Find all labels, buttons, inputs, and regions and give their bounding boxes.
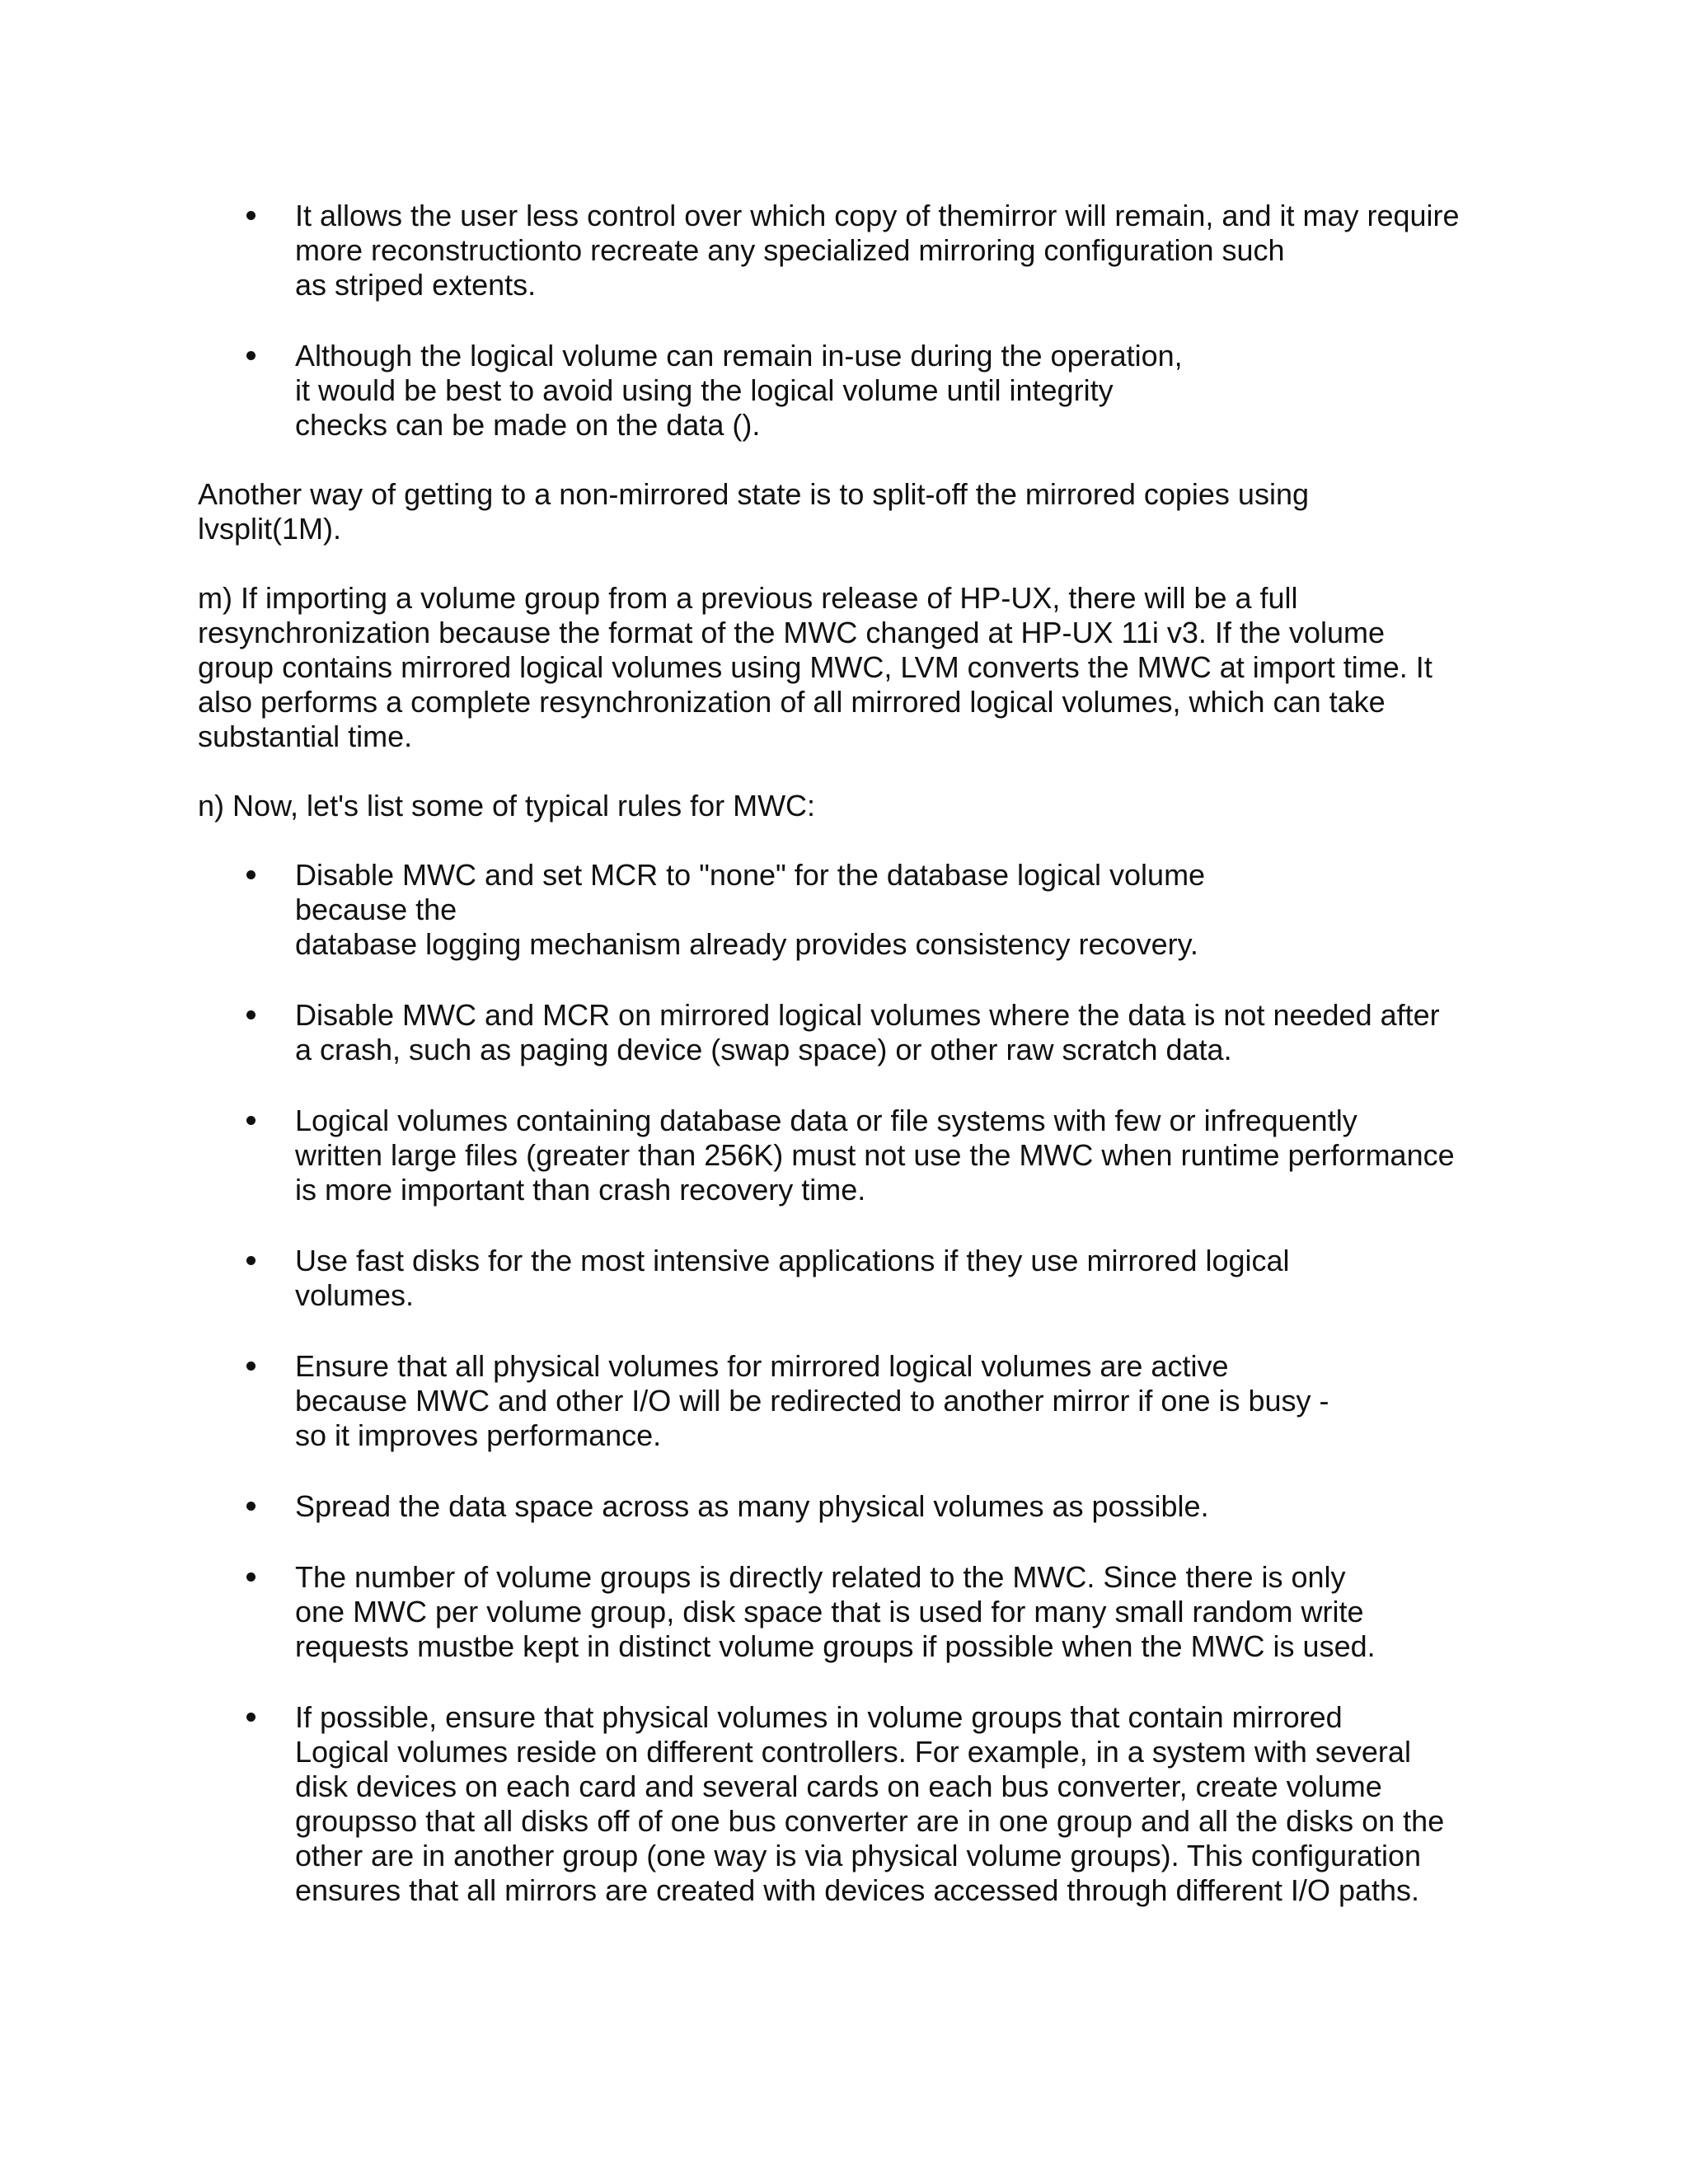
bullet-item: [198, 1349, 1492, 1453]
text-line: volumes.: [295, 1278, 415, 1312]
bullet-item: [198, 1560, 1492, 1664]
bullet-dot-icon: [246, 1010, 256, 1019]
text-line: The number of volume groups is directly related to the MWC. Since there is only: [295, 1560, 1346, 1594]
text-line: It allows the user less control over which copy of themirror will remain, and it may require: [295, 199, 1460, 232]
text-line: also performs a complete resynchronization of all mirrored logical volumes, which can take: [198, 685, 1386, 719]
text-line: disk devices on each card and several cards on each bus converter, create volume: [295, 1769, 1382, 1803]
bullet-item: [198, 339, 1492, 443]
text-line: Another way of getting to a non-mirrored state is to split-off the mirrored copies using: [198, 477, 1309, 511]
text-line: written large files (greater than 256K) must not use the MWC when runtime performance: [295, 1138, 1455, 1172]
text-line: Although the logical volume can remain in-use during the operation,: [295, 339, 1183, 373]
text-line: m) If importing a volume group from a previous release of HP-UX, there will be a full: [198, 581, 1298, 615]
bullet-dot-icon: [246, 211, 256, 220]
text-line: more reconstructionto recreate any specialized mirroring configuration such: [295, 233, 1285, 267]
bullet-item: [198, 1700, 1492, 1908]
bullet-item: [198, 858, 1492, 962]
text-line: database logging mechanism already provides consistency recovery.: [295, 927, 1198, 961]
bullet-item: [198, 1244, 1492, 1313]
text-line: resynchronization because the format of the MWC changed at HP-UX 11i v3. If the volume: [198, 616, 1386, 649]
text-line: Disable MWC and MCR on mirrored logical volumes where the data is not needed after: [295, 998, 1440, 1032]
text-line: requests mustbe kept in distinct volume groups if possible when the MWC is used.: [295, 1629, 1376, 1663]
paragraph-import: [198, 581, 1492, 754]
bullet-item: [198, 199, 1492, 302]
text-line: is more important than crash recovery time.: [295, 1173, 866, 1207]
text-line: lvsplit(1M).: [198, 512, 342, 546]
text-line: group contains mirrored logical volumes using MWC, LVM converts the MWC at import time. It: [198, 650, 1432, 684]
document-body: [198, 199, 1492, 1908]
bullet-dot-icon: [246, 351, 256, 360]
text-line: Logical volumes reside on different controllers. For example, in a system with several: [295, 1735, 1411, 1769]
bullet-item: [198, 998, 1492, 1067]
bullet-dot-icon: [246, 1116, 256, 1125]
bullet-dot-icon: [246, 1502, 256, 1511]
text-line: Disable MWC and set MCR to "none" for the database logical volume: [295, 858, 1206, 892]
paragraph-rules-intro: [198, 789, 1492, 823]
bullet-item: [198, 1489, 1492, 1524]
bullet-dot-icon: [246, 1713, 256, 1722]
text-line: If possible, ensure that physical volumes in volume groups that contain mirrored: [295, 1700, 1343, 1734]
text-line: groupsso that all disks off of one bus converter are in one group and all the disks on the: [295, 1804, 1445, 1838]
text-line: Ensure that all physical volumes for mirrored logical volumes are active: [295, 1349, 1229, 1383]
text-line: substantial time.: [198, 719, 413, 753]
text-line: Use fast disks for the most intensive applications if they use mirrored logical: [295, 1244, 1290, 1277]
bullet-list-rules: [198, 858, 1492, 1908]
text-line: checks can be made on the data ().: [295, 408, 761, 442]
text-line: ensures that all mirrors are created with devices accessed through different I/O paths.: [295, 1873, 1420, 1907]
bullet-item: [198, 1104, 1492, 1207]
text-line: a crash, such as paging device (swap space) or other raw scratch data.: [295, 1033, 1232, 1066]
text-line: it would be best to avoid using the logical volume until integrity: [295, 373, 1114, 407]
text-line: as striped extents.: [295, 268, 537, 302]
text-line: other are in another group (one way is via physical volume groups). This configuration: [295, 1839, 1422, 1872]
text-line: because MWC and other I/O will be redirected to another mirror if one is busy -: [295, 1384, 1329, 1418]
bullet-dot-icon: [246, 1256, 256, 1265]
text-line: because the: [295, 893, 457, 926]
bullet-dot-icon: [246, 870, 256, 879]
bullet-dot-icon: [246, 1572, 256, 1582]
bullet-list-top: [198, 199, 1492, 443]
bullet-dot-icon: [246, 1361, 256, 1371]
text-line: so it improves performance.: [295, 1418, 662, 1452]
text-line: Spread the data space across as many physical volumes as possible.: [295, 1489, 1209, 1523]
text-line: Logical volumes containing database data or file systems with few or infrequently: [295, 1104, 1357, 1137]
text-line: n) Now, let's list some of typical rules for MWC:: [198, 789, 816, 823]
paragraph-lvsplit: [198, 477, 1492, 546]
text-line: one MWC per volume group, disk space that is used for many small random write: [295, 1595, 1364, 1629]
